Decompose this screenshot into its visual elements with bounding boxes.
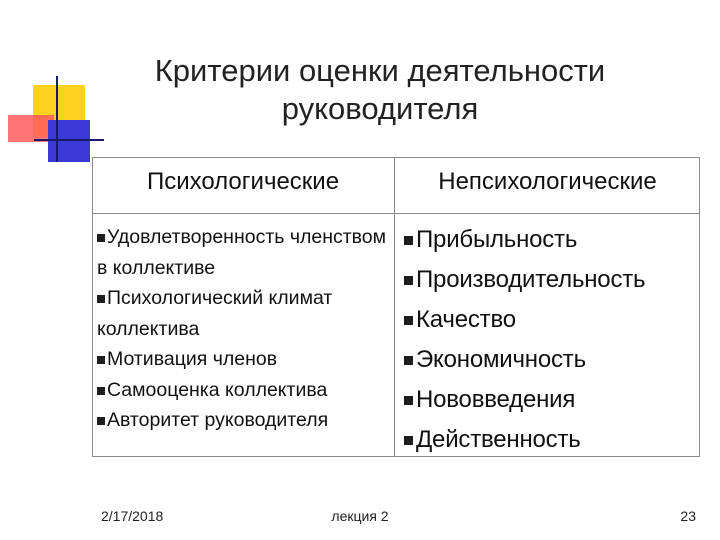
psychological-criteria-list	[97, 222, 392, 436]
square-bullet-icon	[97, 356, 105, 364]
non-psychological-criteria-list	[404, 220, 698, 460]
square-bullet-icon	[97, 417, 105, 425]
square-bullet-icon	[404, 396, 413, 405]
logo-vertical-line	[56, 76, 58, 162]
square-bullet-icon	[404, 276, 413, 285]
header-psychological: Психологические	[146, 168, 340, 195]
header-non-psychological: Непсихологические	[438, 168, 657, 195]
slide-title	[120, 52, 640, 128]
footer-lecture: лекция 2	[331, 508, 389, 524]
list-item: Психологический климат коллектива	[97, 287, 333, 340]
square-bullet-icon	[404, 236, 413, 245]
list-item: Прибыльность	[404, 220, 698, 260]
table-column-divider	[394, 157, 395, 457]
square-bullet-icon	[97, 295, 105, 303]
list-item: Качество	[404, 300, 698, 340]
slide-number: 23	[680, 508, 696, 524]
square-bullet-icon	[404, 316, 413, 325]
square-bullet-icon	[97, 234, 105, 242]
logo-blue-square	[48, 120, 90, 162]
table-header-divider	[92, 213, 700, 214]
list-item: Самооценка коллектива	[97, 375, 392, 406]
title-line-2: руководителя	[281, 91, 479, 126]
list-item: Действенность	[404, 420, 698, 460]
list-item: Экономичность	[404, 340, 698, 380]
list-item: Нововведения	[404, 380, 698, 420]
title-line-1: Критерии оценки деятельности	[154, 53, 606, 88]
list-item: Авторитет руководителя	[97, 405, 392, 436]
list-item: Удовлетворенность членством в коллективе	[97, 226, 387, 279]
square-bullet-icon	[404, 436, 413, 445]
square-bullet-icon	[97, 387, 105, 395]
list-item: Мотивация членов	[97, 344, 392, 375]
footer-date: 2/17/2018	[101, 508, 164, 524]
logo-horizontal-line	[34, 139, 104, 141]
list-item: Производительность	[404, 260, 698, 300]
square-bullet-icon	[404, 356, 413, 365]
